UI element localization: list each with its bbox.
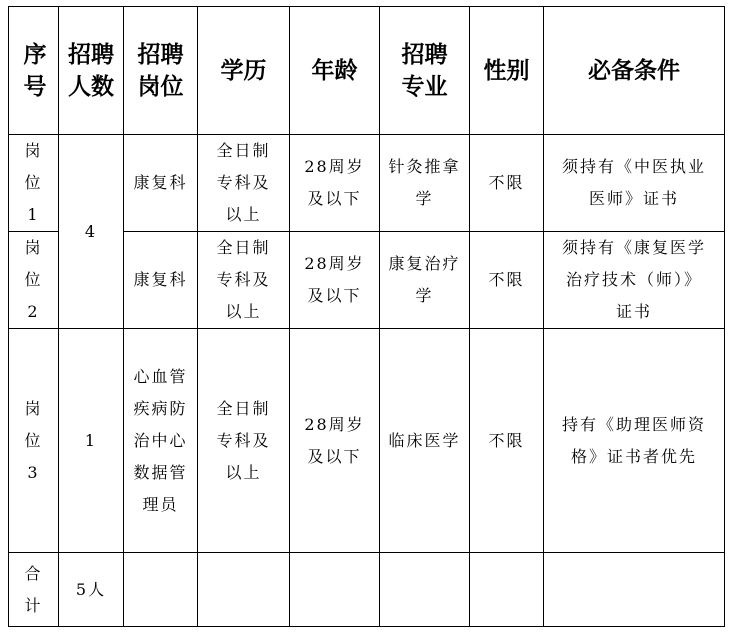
cell-edu: 全日制专科及以上 [198,135,290,232]
empty-cell [380,553,470,627]
empty-cell [198,553,290,627]
cell-edu: 全日制专科及以上 [198,329,290,553]
recruitment-table [8,6,725,627]
table-row [9,329,725,553]
total-count: 5人 [59,553,124,627]
header-major: 招聘专业 [380,7,470,135]
cell-post: 康复科 [124,232,198,329]
cell-req: 须持有《康复医学治疗技术（师）》证书 [544,232,725,329]
cell-seq: 岗位2 [9,232,59,329]
cell-major: 临床医学 [380,329,470,553]
cell-count: 1 [59,329,124,553]
cell-count: 4 [59,135,124,329]
cell-seq: 岗位1 [9,135,59,232]
header-post: 招聘岗位 [124,7,198,135]
cell-post: 心血管疾病防治中心数据管理员 [124,329,198,553]
table-row [9,135,725,232]
empty-cell [470,553,544,627]
cell-age: 28周岁及以下 [290,232,380,329]
cell-seq: 岗位3 [9,329,59,553]
empty-cell [124,553,198,627]
cell-req: 持有《助理医师资格》证书者优先 [544,329,725,553]
total-row [9,553,725,627]
cell-sex: 不限 [470,329,544,553]
cell-req: 须持有《中医执业医师》证书 [544,135,725,232]
cell-major: 针灸推拿学 [380,135,470,232]
total-label: 合计 [9,553,59,627]
cell-sex: 不限 [470,232,544,329]
header-edu: 学历 [198,7,290,135]
header-req: 必备条件 [544,7,725,135]
header-count: 招聘人数 [59,7,124,135]
header-sex: 性别 [470,7,544,135]
header-row [9,7,725,135]
cell-post: 康复科 [124,135,198,232]
cell-edu: 全日制专科及以上 [198,232,290,329]
empty-cell [290,553,380,627]
cell-age: 28周岁及以下 [290,135,380,232]
empty-cell [544,553,725,627]
cell-sex: 不限 [470,135,544,232]
cell-major: 康复治疗学 [380,232,470,329]
header-seq: 序号 [9,7,59,135]
header-age: 年龄 [290,7,380,135]
cell-age: 28周岁及以下 [290,329,380,553]
